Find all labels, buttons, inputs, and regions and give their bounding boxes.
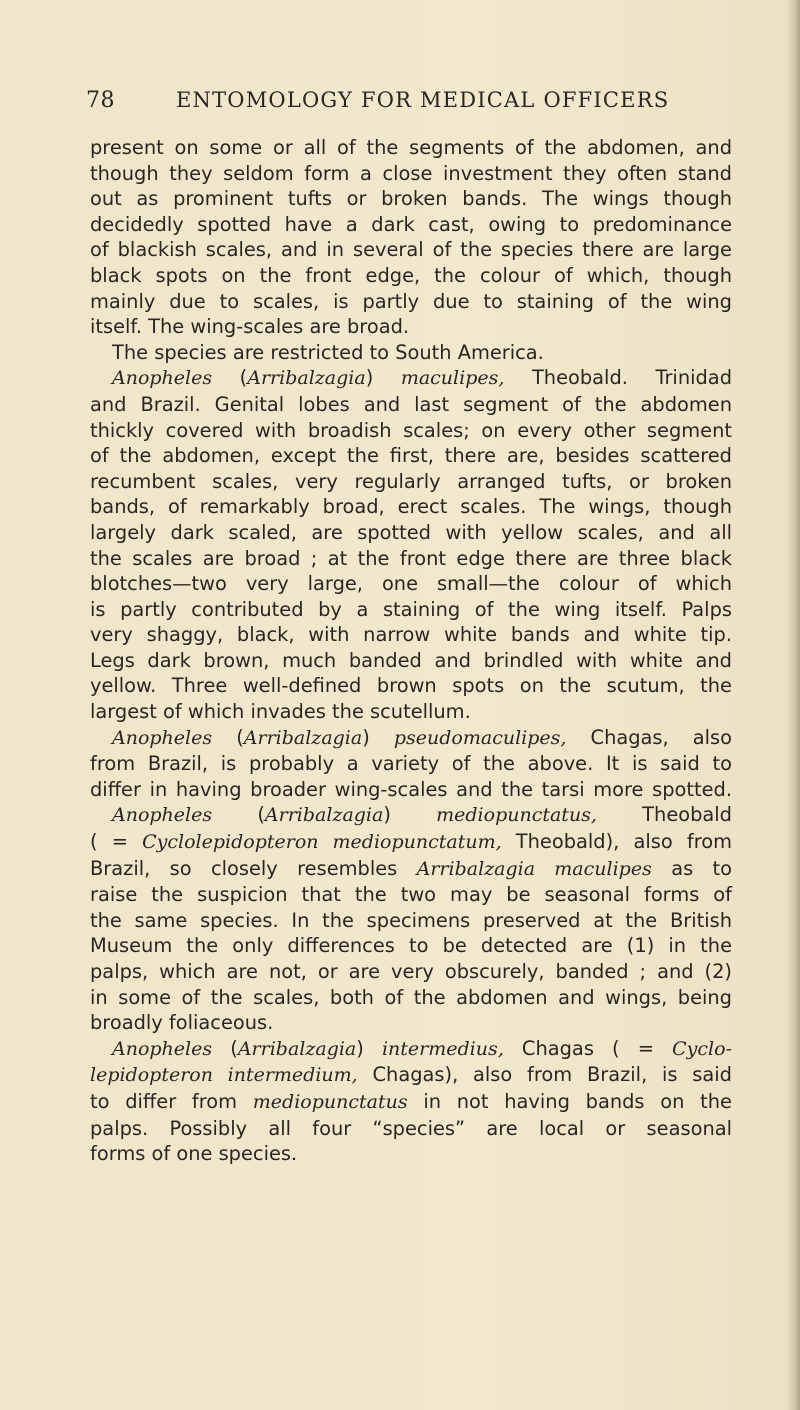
roman-text: yellow. Three well-defined brown spots on the scutum, the bbox=[90, 674, 732, 698]
text-line bbox=[90, 751, 732, 777]
text-line bbox=[90, 469, 732, 495]
text-line bbox=[90, 882, 732, 908]
text-line bbox=[90, 186, 732, 212]
roman-text: Legs dark brown, much banded and brindled with white and bbox=[90, 648, 732, 672]
text-line bbox=[90, 392, 732, 418]
text-line bbox=[90, 777, 732, 803]
page-gutter-shadow bbox=[786, 0, 800, 1410]
roman-text: Theobald), also from bbox=[501, 830, 732, 854]
roman-text: ) bbox=[365, 366, 401, 390]
roman-text: and Brazil. Genital lobes and last segment of the abdomen bbox=[90, 392, 732, 416]
text-line bbox=[90, 546, 732, 572]
text-line bbox=[90, 673, 732, 699]
roman-text: raise the suspicion that the two may be seasonal forms of bbox=[90, 883, 732, 907]
roman-text: the scales are broad ; at the front edge there are three black bbox=[90, 546, 732, 570]
text-line bbox=[90, 340, 732, 366]
roman-text: of blackish scales, and in several of the species there are large bbox=[90, 238, 732, 262]
text-line bbox=[90, 959, 732, 985]
roman-text: in some of the scales, both of the abdomen and wings, being bbox=[90, 985, 732, 1009]
text-line bbox=[90, 135, 732, 161]
roman-text: thickly covered with broadish scales; on every other segment bbox=[90, 418, 732, 442]
text-line bbox=[90, 648, 732, 674]
text-line bbox=[90, 1010, 732, 1036]
italic-text: maculipes, bbox=[400, 367, 505, 390]
text-line bbox=[90, 985, 732, 1011]
roman-text: of the abdomen, except the first, there are, besides scattered bbox=[90, 444, 732, 468]
roman-text: to differ from bbox=[90, 1089, 253, 1113]
roman-text: ( bbox=[212, 803, 265, 827]
roman-text: largest of which invades the scutellum. bbox=[90, 700, 471, 724]
roman-text: ( bbox=[212, 725, 244, 749]
roman-text: present on some or all of the segments of the abdomen, and bbox=[90, 136, 732, 159]
italic-text: pseudomaculipes, bbox=[393, 726, 567, 749]
roman-text: in not having bands on the bbox=[407, 1089, 732, 1113]
italic-text: lepidopteron intermedium, bbox=[90, 1064, 358, 1087]
roman-text: ( bbox=[212, 1036, 238, 1060]
roman-text: ( = bbox=[90, 830, 143, 854]
roman-text: differ in having broader wing-scales and the tarsi more spotted. bbox=[90, 777, 732, 801]
roman-text: ( bbox=[212, 366, 248, 390]
text-line bbox=[90, 161, 732, 187]
italic-text: Cyclolepidopteron mediopunctatum, bbox=[142, 831, 502, 854]
roman-text: blotches—two very large, one small—the colour of which bbox=[90, 572, 732, 596]
text-line bbox=[90, 1141, 732, 1167]
text-line bbox=[90, 908, 732, 934]
text-line bbox=[90, 829, 732, 856]
roman-text: is partly contributed by a staining of the wing itself. Palps bbox=[90, 597, 732, 621]
text-line bbox=[90, 237, 732, 263]
roman-text: out as prominent tufts or broken bands. The wings though bbox=[90, 187, 732, 211]
roman-text: decidedly spotted have a dark cast, owing to predominance bbox=[90, 212, 732, 236]
roman-text: recumbent scales, very regularly arranged tufts, or broken bbox=[90, 469, 732, 493]
roman-text: though they seldom form a close investment they often stand bbox=[90, 161, 732, 185]
roman-text: the same species. In the specimens preserved at the British bbox=[90, 908, 732, 932]
text-line bbox=[90, 418, 732, 444]
roman-text: Chagas, also bbox=[566, 725, 733, 749]
roman-text: ) bbox=[362, 725, 394, 749]
text-line bbox=[90, 856, 732, 883]
italic-text: Cyclo- bbox=[672, 1037, 732, 1060]
text-line bbox=[90, 365, 732, 392]
roman-text: bands, of remarkably broad, erect scales. The wings, though bbox=[90, 495, 732, 519]
text-line bbox=[90, 622, 732, 648]
roman-text: Brazil, so closely resembles bbox=[90, 856, 417, 880]
roman-text: forms of one species. bbox=[90, 1142, 298, 1166]
roman-text: ) bbox=[356, 1036, 382, 1060]
italic-text: mediopunctatus bbox=[252, 1090, 408, 1113]
italic-text: Anopheles bbox=[112, 1037, 213, 1060]
text-line bbox=[90, 1089, 732, 1116]
text-line bbox=[90, 802, 732, 829]
roman-text: from Brazil, is probably a variety of the above. It is said to bbox=[90, 752, 732, 776]
text-line bbox=[90, 494, 732, 520]
roman-text: very shaggy, black, with narrow white bands and white tip. bbox=[90, 623, 732, 647]
roman-text: The species are restricted to South America. bbox=[112, 340, 544, 364]
roman-text: Theobald. Trinidad bbox=[504, 366, 732, 390]
italic-text: Arribalzagia bbox=[243, 726, 363, 749]
text-line bbox=[90, 289, 732, 315]
text-line bbox=[90, 520, 732, 546]
roman-text: palps, which are not, or are very obscurely, banded ; and (2) bbox=[90, 960, 732, 983]
roman-text: Theobald bbox=[596, 803, 732, 827]
italic-text: Arribalzagia bbox=[264, 804, 384, 827]
italic-text: Arribalzagia bbox=[247, 367, 366, 390]
roman-text: Museum the only differences to be detected are (1) in the bbox=[90, 934, 732, 958]
roman-text: as to bbox=[651, 856, 733, 880]
text-line bbox=[90, 933, 732, 959]
italic-text: Arribalzagia bbox=[237, 1037, 357, 1060]
text-line bbox=[90, 443, 732, 469]
roman-text: largely dark scaled, are spotted with yellow scales, and all bbox=[90, 520, 732, 544]
text-line bbox=[90, 1036, 732, 1063]
roman-text: mainly due to scales, is partly due to staining of the wing bbox=[90, 289, 732, 313]
page-header bbox=[86, 88, 726, 124]
italic-text: Anopheles bbox=[112, 804, 213, 827]
text-line bbox=[90, 1116, 732, 1142]
italic-text: Anopheles bbox=[112, 367, 213, 390]
roman-text: Chagas ( = bbox=[503, 1036, 673, 1060]
roman-text: black spots on the front edge, the colour of which, though bbox=[90, 263, 732, 287]
roman-text: palps. Possibly all four “species” are local or seasonal bbox=[90, 1116, 732, 1140]
text-line bbox=[90, 212, 732, 238]
roman-text: ) bbox=[383, 803, 437, 827]
text-line bbox=[90, 699, 732, 725]
text-line bbox=[90, 314, 732, 340]
italic-text: mediopunctatus, bbox=[436, 804, 597, 827]
italic-text: Anopheles bbox=[112, 726, 213, 749]
page-number: 78 bbox=[86, 88, 115, 113]
roman-text: Chagas), also from Brazil, is said bbox=[357, 1063, 732, 1087]
body-text bbox=[90, 135, 732, 1167]
running-head: ENTOMOLOGY FOR MEDICAL OFFICERS bbox=[176, 88, 670, 112]
roman-text: broadly foliaceous. bbox=[90, 1011, 274, 1035]
roman-text: itself. The wing-scales are broad. bbox=[90, 315, 410, 339]
text-line bbox=[90, 263, 732, 289]
text-line bbox=[90, 571, 732, 597]
text-line bbox=[90, 725, 732, 752]
text-line bbox=[90, 1062, 732, 1089]
text-line bbox=[90, 597, 732, 623]
italic-text: intermedius, bbox=[381, 1037, 504, 1060]
italic-text: Arribalzagia maculipes bbox=[416, 857, 652, 880]
